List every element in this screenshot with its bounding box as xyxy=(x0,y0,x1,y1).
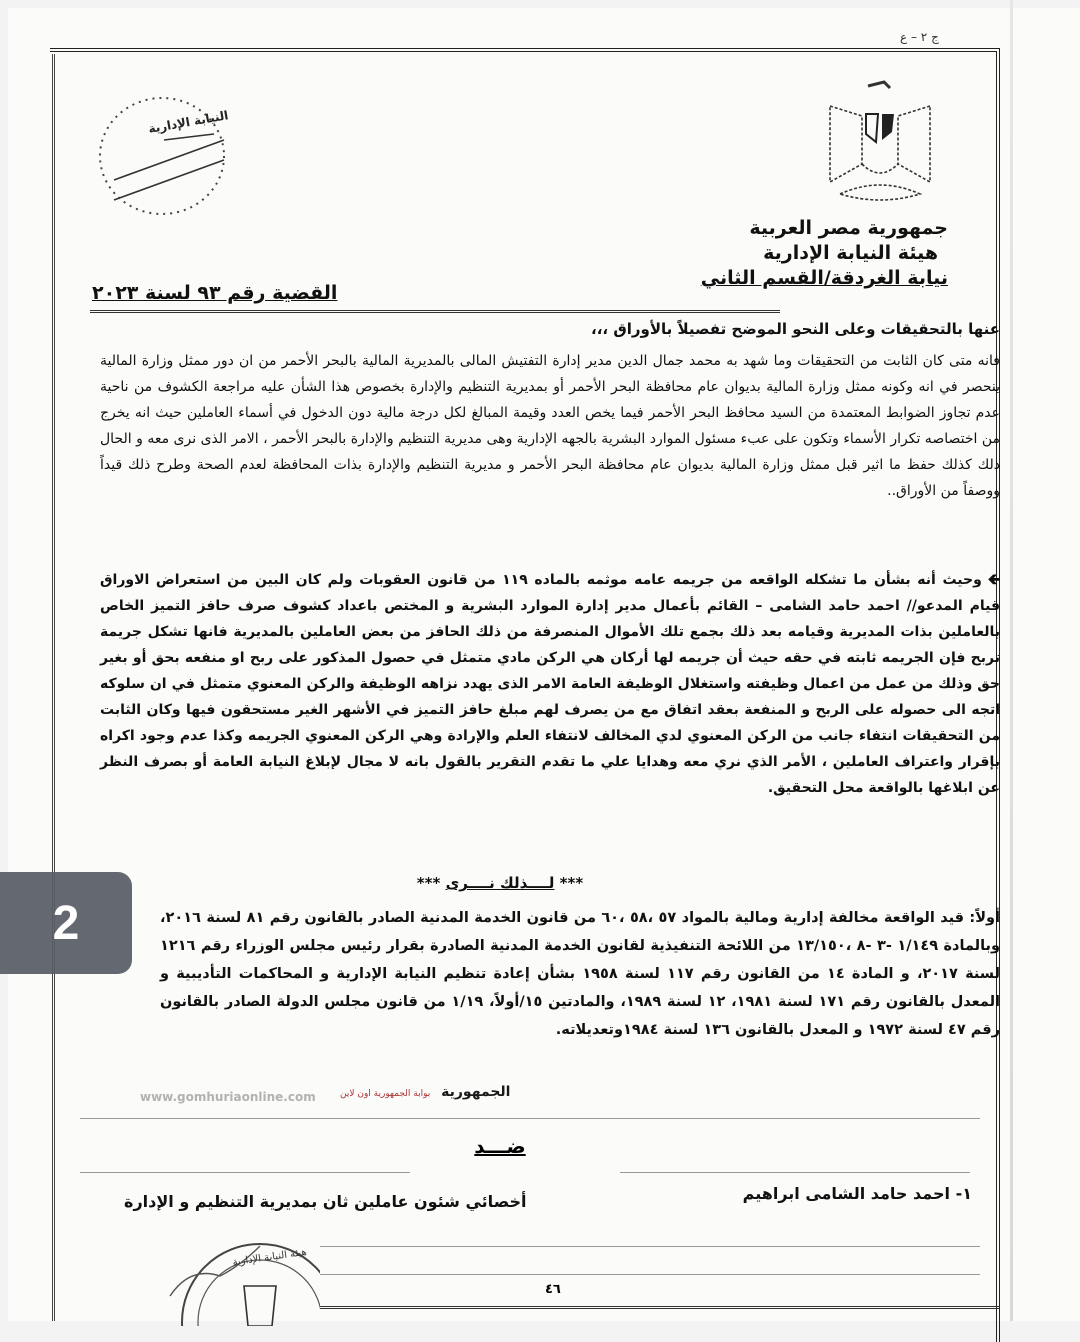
watermark-logo xyxy=(340,1084,510,1100)
eagle-emblem-icon xyxy=(810,72,950,204)
paragraph-crime-analysis xyxy=(100,566,1000,801)
authority-seal xyxy=(160,1226,320,1326)
arrow-left-icon: 🡸 xyxy=(987,570,1000,588)
defendant-name: ١- احمد حامد الشامى ابراهيم xyxy=(742,1184,972,1203)
page-border-left xyxy=(52,54,55,1321)
page-edge xyxy=(1010,0,1013,1321)
stars-right: *** xyxy=(559,874,584,892)
header-divider xyxy=(90,310,780,313)
page-number: ٤٦ xyxy=(545,1282,561,1297)
watermark-url: www.gomhuriaonline.com xyxy=(140,1090,316,1104)
page-index-badge[interactable]: 2 xyxy=(0,872,132,974)
divider-line xyxy=(620,1172,970,1173)
authority-name: هيئة النيابة الإدارية xyxy=(763,242,938,264)
stamp-text: النيابة الإدارية xyxy=(147,108,230,136)
defendant-job: أخصائي شئون عاملين ثان بمديرية التنظيم و الإدارة xyxy=(124,1192,527,1211)
letterhead xyxy=(701,216,948,291)
intro-line: عنها بالتحقيقات وعلى النحو الموضح تفصيلاً بالأوراق ،،، xyxy=(591,320,1000,338)
paragraph-findings: فانه متى كان الثابت من التحقيقات وما شهد به محمد جمال الدين مدير إدارة التفتيش المالى بالمديرية المالية بالبحر الأحمر من ان دور ممثل وزارة المالية ينحصر في انه وكونه ممثل وزارة المالية بديوان عام محافظة البحر الأحمر أو بمديرية التنظيم والإدارة بخصوص هذا الشأن عليه مراجعة الكشوف من ناحية عدم تجاوز الضوابط المعتمدة من السيد محافظ البحر الأحمر فيما يخص العدد وقيمة المبالغ لكل درجة مالية دون الدخول في أسماء العاملين حيث انه يخرج من اختصاصه تكرار الأسماء وتكون على عبء مسئول الموارد البشرية بالجهه الإدارية وهى مديرية التنظيم والإدارة بالبحر الأحمر ، الامر الذى نرى معه و الحال ذلك كذلك حفظ ما اثير قبل ممثل وزارة المالية بديوان عام محافظة البحر الأحمر و مديرية التنظيم والإدارة بذات المحافظة لعدم الصحة وطرح ذلك قيداً ووصفاً من الأوراق.. xyxy=(100,353,1000,499)
against-heading: ضـــد xyxy=(474,1134,526,1158)
divider-line xyxy=(320,1274,980,1275)
conclusion-heading xyxy=(0,874,1000,892)
watermark-logo-text: الجمهورية xyxy=(441,1084,511,1100)
divider-line xyxy=(80,1118,980,1119)
paragraph-crime-text: وحيث أنه بشأن ما تشكله الواقعه من جريمه عامه موثمه بالماده ١١٩ من قانون العقوبات ولم كان البين من استعراض الاوراق قيام المدعو// احمد حامد الشامى – القائم بأعمال مدير إدارة الموارد البشرية و المختص باعداد كشوف صرف حافز التميز الخاص بالعاملين بذات المديرية وقيامه بعد ذلك بجمع تلك الأموال المنصرفة من ذلك الحافز من بعض العاملين بالمديرية فانها تشكل جريمة تربح فإن الجريمه ثابته في حقه حيث أن جريمه لها أركان هي الركن مادي متمثل في حصول المذكور على ربح او منفعه بحق أو بغير حق وذلك من عمل من اعمال وظيفته واستغلال الوظيفة العامة الامر الذى يهدد نزاهه الوظيفة والركن المعنوي متمثل في ان سلوكه اتجه الى حصوله على الربح و المنفعة بعقد اتفاق مع من يصرف لهم مبلغ حافز التميز في الأشهر الغير مستحقون فيها وكان الثابت من التحقيقات انتفاء جانب من الركن المعنوي لدي المخالف لانتفاء العلم والإرادة وهي الركن المعنوي الجريمه وكذا عدم وجود اكراه بإقرار واعتراف العاملين ، الأمر الذي نري معه وهدايا علي ما تقدم التقرير بالقول بانه لا مجال لإبلاغ النيابة العامة أو بصرف النظر عن ابلاغها بالواقعة محل التحقيق. xyxy=(100,572,1000,796)
conclusion-title: لــــذلك نــــرى xyxy=(445,874,555,892)
case-number: القضية رقم ٩٣ لسنة ٢٠٢٣ xyxy=(92,282,338,304)
paragraph-decision: أولاً: قيد الواقعة مخالفة إدارية ومالية بالمواد ٥٧ ،٥٨ ،٦٠ من قانون الخدمة المدنية الصادر بالقانون رقم ٨١ لسنة ٢٠١٦، وبالمادة ١/١٤٩ -٣ -٨ ،١٣/١٥٠ من اللائحة التنفيذية لقانون الخدمة المدنية الصادرة بقرار رئيس مجلس الوزراء رقم ١٢١٦ لسنة ٢٠١٧، و المادة ١٤ من القانون رقم ١١٧ لسنة ١٩٥٨ بشأن إعادة تنظيم النيابة الإدارية و المحاكمات التأديبية و المعدل بالقانون رقم ١٧١ لسنة ١٩٨١، ١٢ لسنة ١٩٨٩، والمادتين ١٥/أولاً، ١/١٩ من قانون مجلس الدولة الصادر بالقانون رقم ٤٧ لسنة ١٩٧٢ و المعدل بالقانون ١٣٦ لسنة ١٩٨٤وتعديلاته. xyxy=(160,910,1001,1038)
divider-line xyxy=(80,1172,410,1173)
seal-text: هيئة النيابة الإدارية xyxy=(231,1246,308,1269)
office-name: نيابة الغردقة/القسم الثاني xyxy=(700,267,948,289)
stars-left: *** xyxy=(416,874,441,892)
office-stamp xyxy=(84,90,234,220)
top-marks: ج ٢ – ع xyxy=(900,30,939,44)
footer-divider xyxy=(320,1306,1000,1309)
divider-line xyxy=(320,1246,980,1247)
watermark-tagline: بوابة الجمهورية اون لاين xyxy=(340,1089,431,1099)
country-name: جمهورية مصر العربية xyxy=(749,217,948,239)
